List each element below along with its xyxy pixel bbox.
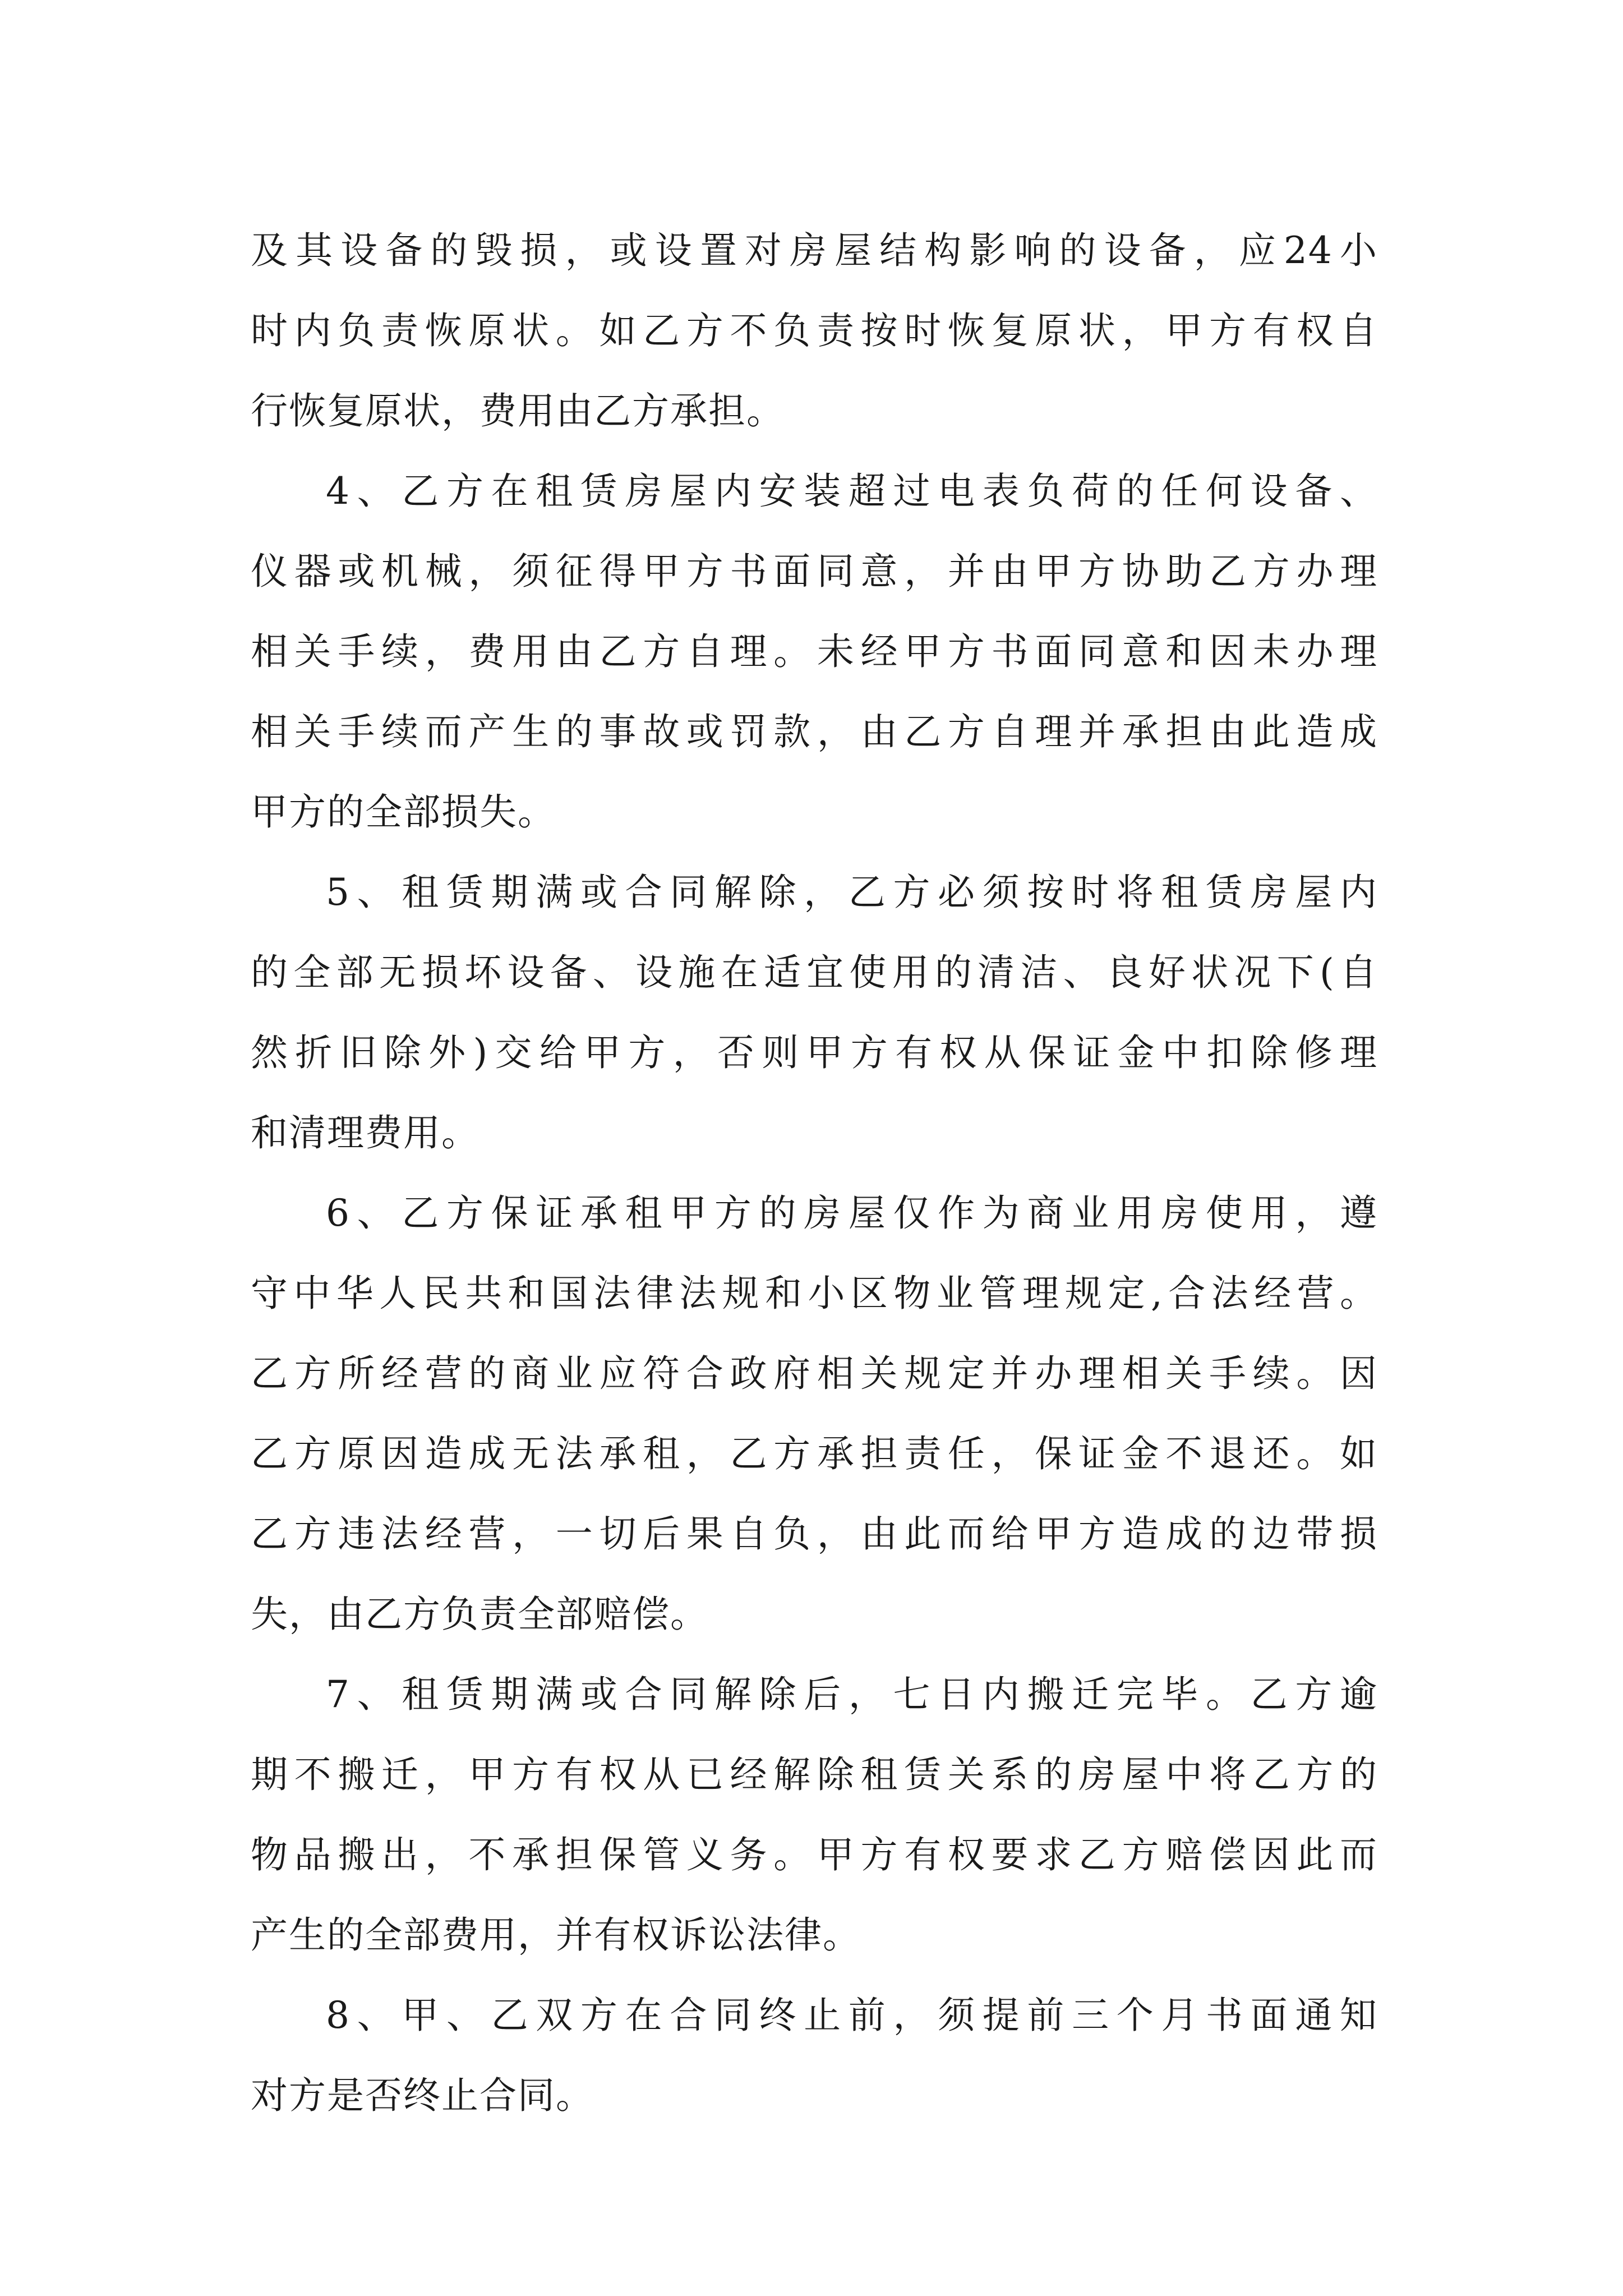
text-line: 期不搬迁，甲方有权从已经解除租赁关系的房屋中将乙方的: [251, 1753, 1378, 1796]
text-line: 乙方原因造成无法承租，乙方承担责任，保证金不退还。如: [251, 1432, 1378, 1475]
text-line: 对方是否终止合同。: [251, 2074, 594, 2117]
clause-4-first-line: 4、乙方在租赁房屋内安装超过电表负荷的任何设备、: [326, 470, 1378, 513]
clause-5-first-line: 5、租赁期满或合同解除，乙方必须按时将租赁房屋内: [326, 871, 1378, 914]
clause-6-first-line: 6、乙方保证承租甲方的房屋仅作为商业用房使用，遵: [326, 1191, 1378, 1235]
clause-7-first-line: 7、租赁期满或合同解除后，七日内搬迁完毕。乙方逾: [326, 1673, 1378, 1716]
text-line: 甲方的全部损失。: [251, 790, 556, 834]
text-line: 乙方违法经营，一切后果自负，由此而给甲方造成的边带损: [251, 1512, 1378, 1556]
text-line: 相关手续，费用由乙方自理。未经甲方书面同意和因未办理: [251, 630, 1378, 673]
text-line: 产生的全部费用，并有权诉讼法律。: [251, 1913, 861, 1957]
contract-body-text: [251, 210, 1378, 2136]
text-line: 的全部无损坏设备、设施在适宜使用的清洁、良好状况下(自: [251, 951, 1378, 994]
text-line: 失，由乙方负责全部赔偿。: [251, 1593, 708, 1636]
text-line: 及其设备的毁损，或设置对房屋结构影响的设备，应24小: [251, 229, 1378, 272]
text-line: 时内负责恢原状。如乙方不负责按时恢复原状，甲方有权自: [251, 309, 1378, 352]
text-line: 行恢复原状，费用由乙方承担。: [251, 389, 785, 432]
text-line: 物品搬出，不承担保管义务。甲方有权要求乙方赔偿因此而: [251, 1833, 1378, 1876]
text-line: 相关手续而产生的事故或罚款，由乙方自理并承担由此造成: [251, 710, 1378, 753]
text-line: 仪器或机械，须征得甲方书面同意，并由甲方协助乙方办理: [251, 550, 1378, 593]
text-line: 和清理费用。: [251, 1111, 479, 1154]
text-line: 然折旧除外)交给甲方，否则甲方有权从保证金中扣除修理: [251, 1031, 1378, 1074]
text-line: 乙方所经营的商业应符合政府相关规定并办理相关手续。因: [251, 1352, 1378, 1395]
text-line: 守中华人民共和国法律法规和小区物业管理规定,合法经营。: [251, 1272, 1378, 1315]
clause-8-first-line: 8、甲、乙双方在合同终止前，须提前三个月书面通知: [326, 1994, 1378, 2037]
